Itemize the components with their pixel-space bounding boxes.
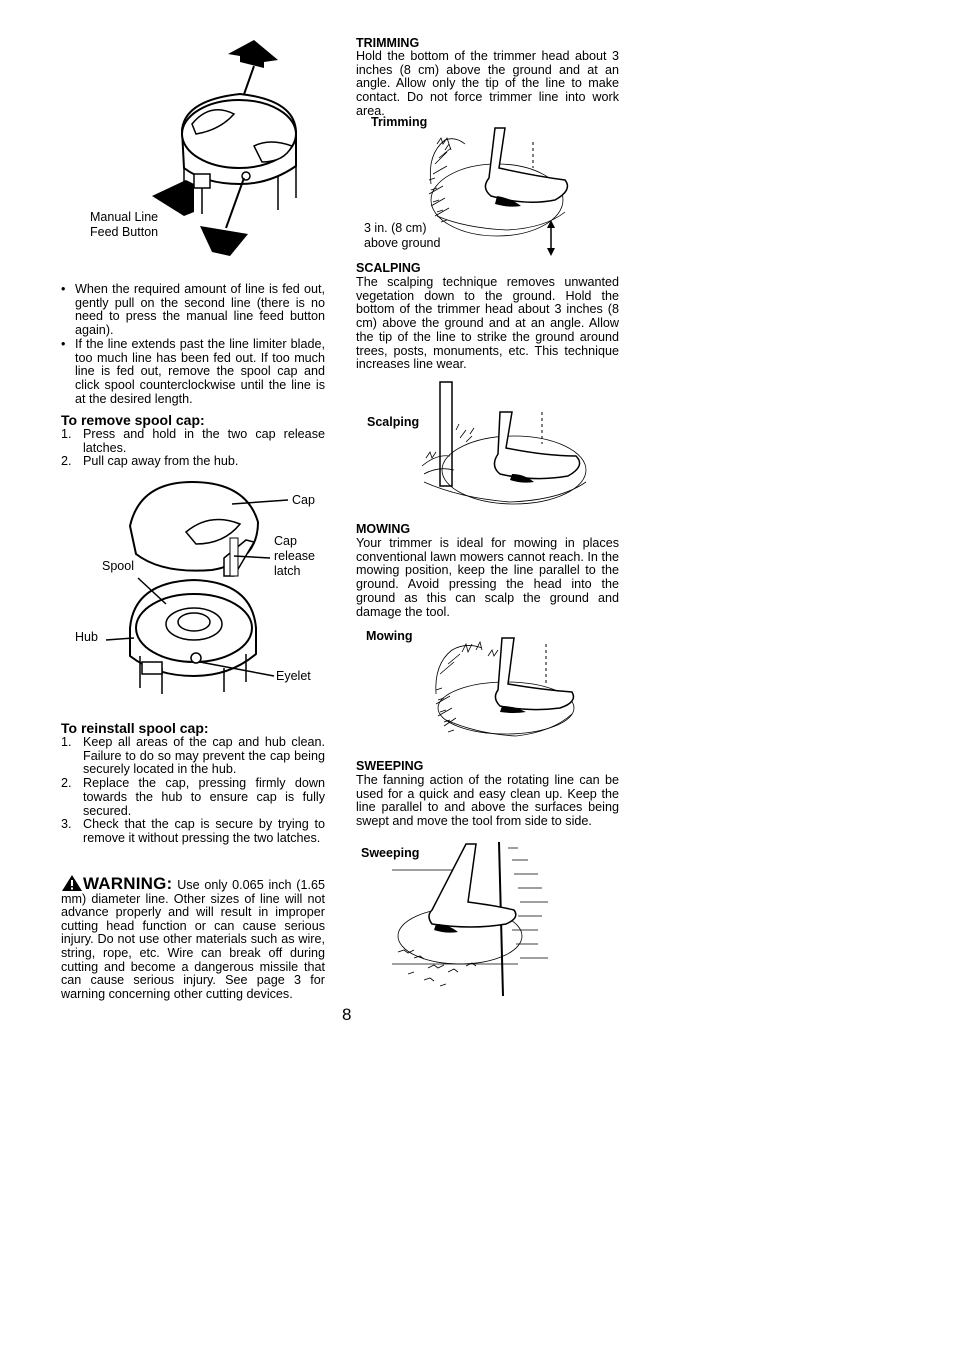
- warning-text: Use only 0.065 inch (1.65 mm) diameter line. Other sizes of line will not advance properly and will result in improper cutting head function or can cause serious injury. Do not use other materials such as wire, string, rope, etc. Wire can break off during cutting and become a dangerous missile that can cause serious injury. See page 3 for warning concerning other cutting devices.: [61, 878, 325, 1001]
- cap-release-latch-label: Cap release latch: [274, 534, 315, 578]
- list-item: 2. Pull cap away from the hub.: [61, 454, 239, 469]
- trimming-height-note: 3 in. (8 cm) above ground: [364, 221, 441, 250]
- page-number: 8: [342, 1005, 352, 1024]
- trimming-text: Hold the bottom of the trimmer head about 3 inches (8 cm) above the ground and at an angle. Allow only the tip of the line to make contact. Do not force trimmer line into work area.: [356, 49, 619, 118]
- list-item: 1. Press and hold in the two cap release latches.: [61, 427, 325, 455]
- sweeping-figure-title: Sweeping: [361, 846, 420, 860]
- mowing-heading: MOWING: [356, 522, 411, 536]
- mowing-illustration: [432, 634, 578, 742]
- manual-line-feed-diagram: [150, 38, 350, 260]
- remove-spool-cap-heading: To remove spool cap:: [61, 412, 205, 428]
- sweeping-text: The fanning action of the rotating line can be used for a quick and easy clean up. Keep the line parallel to and above the surfaces being swept and move the tool from side to side.: [356, 773, 619, 829]
- sweeping-heading: SWEEPING: [356, 759, 424, 773]
- list-item: • When the required amount of line is fed out, gently pull on the second line (there is no need to press the manual line feed button again).: [61, 283, 325, 338]
- sweeping-illustration: [388, 840, 552, 1000]
- warning-block: [61, 874, 325, 1001]
- mowing-text: Your trimmer is ideal for mowing in places conventional lawn mowers cannot reach. In the mowing position, keep the line parallel to the ground. Avoid pressing the head into the ground as this can scalp the ground and damage the tool.: [356, 536, 619, 619]
- trimming-figure-title: Trimming: [371, 115, 428, 129]
- remove-cap-steps: [61, 428, 325, 469]
- spool-cap-hub-diagram: [100, 478, 300, 700]
- mowing-figure-title: Mowing: [366, 629, 413, 643]
- list-item: 3. Check that the cap is secure by trying to remove it without pressing the two latches.: [61, 817, 325, 845]
- manual-line-feed-label: Manual Line Feed Button: [90, 210, 159, 239]
- warning-triangle-icon: [61, 874, 83, 892]
- scalping-heading: SCALPING: [356, 261, 421, 275]
- trimming-heading: TRIMMING: [356, 36, 420, 50]
- list-item: 2. Replace the cap, pressing firmly down towards the hub to ensure cap is fully secured.: [61, 776, 325, 818]
- hub-label: Hub: [75, 630, 98, 644]
- scalping-text: The scalping technique removes unwanted vegetation down to the ground. Hold the bottom of the trimmer head about 3 inches (8 cm) above the ground and at an angle. Allow the tip of the line to strike the ground around trees, posts, monuments, etc. This technique increases line wear.: [356, 275, 619, 372]
- reinstall-cap-steps: [61, 736, 325, 846]
- trimming-illustration: [425, 124, 575, 256]
- eyelet-label: Eyelet: [276, 669, 311, 683]
- spool-label: Spool: [102, 559, 134, 573]
- scalping-figure-title: Scalping: [367, 415, 420, 429]
- feed-bullet-list: [61, 283, 325, 406]
- reinstall-spool-cap-heading: To reinstall spool cap:: [61, 720, 209, 736]
- cap-label: Cap: [292, 493, 315, 507]
- scalping-illustration: [420, 382, 586, 514]
- list-item: • If the line extends past the line limiter blade, too much line has been fed out. If too much line is fed out, remove the spool cap and click spool counterclockwise until the line is at the desired length.: [61, 338, 325, 407]
- list-item: 1. Keep all areas of the cap and hub clean. Failure to do so may prevent the cap being securely located in the hub.: [61, 735, 325, 777]
- warning-word: WARNING:: [83, 874, 173, 893]
